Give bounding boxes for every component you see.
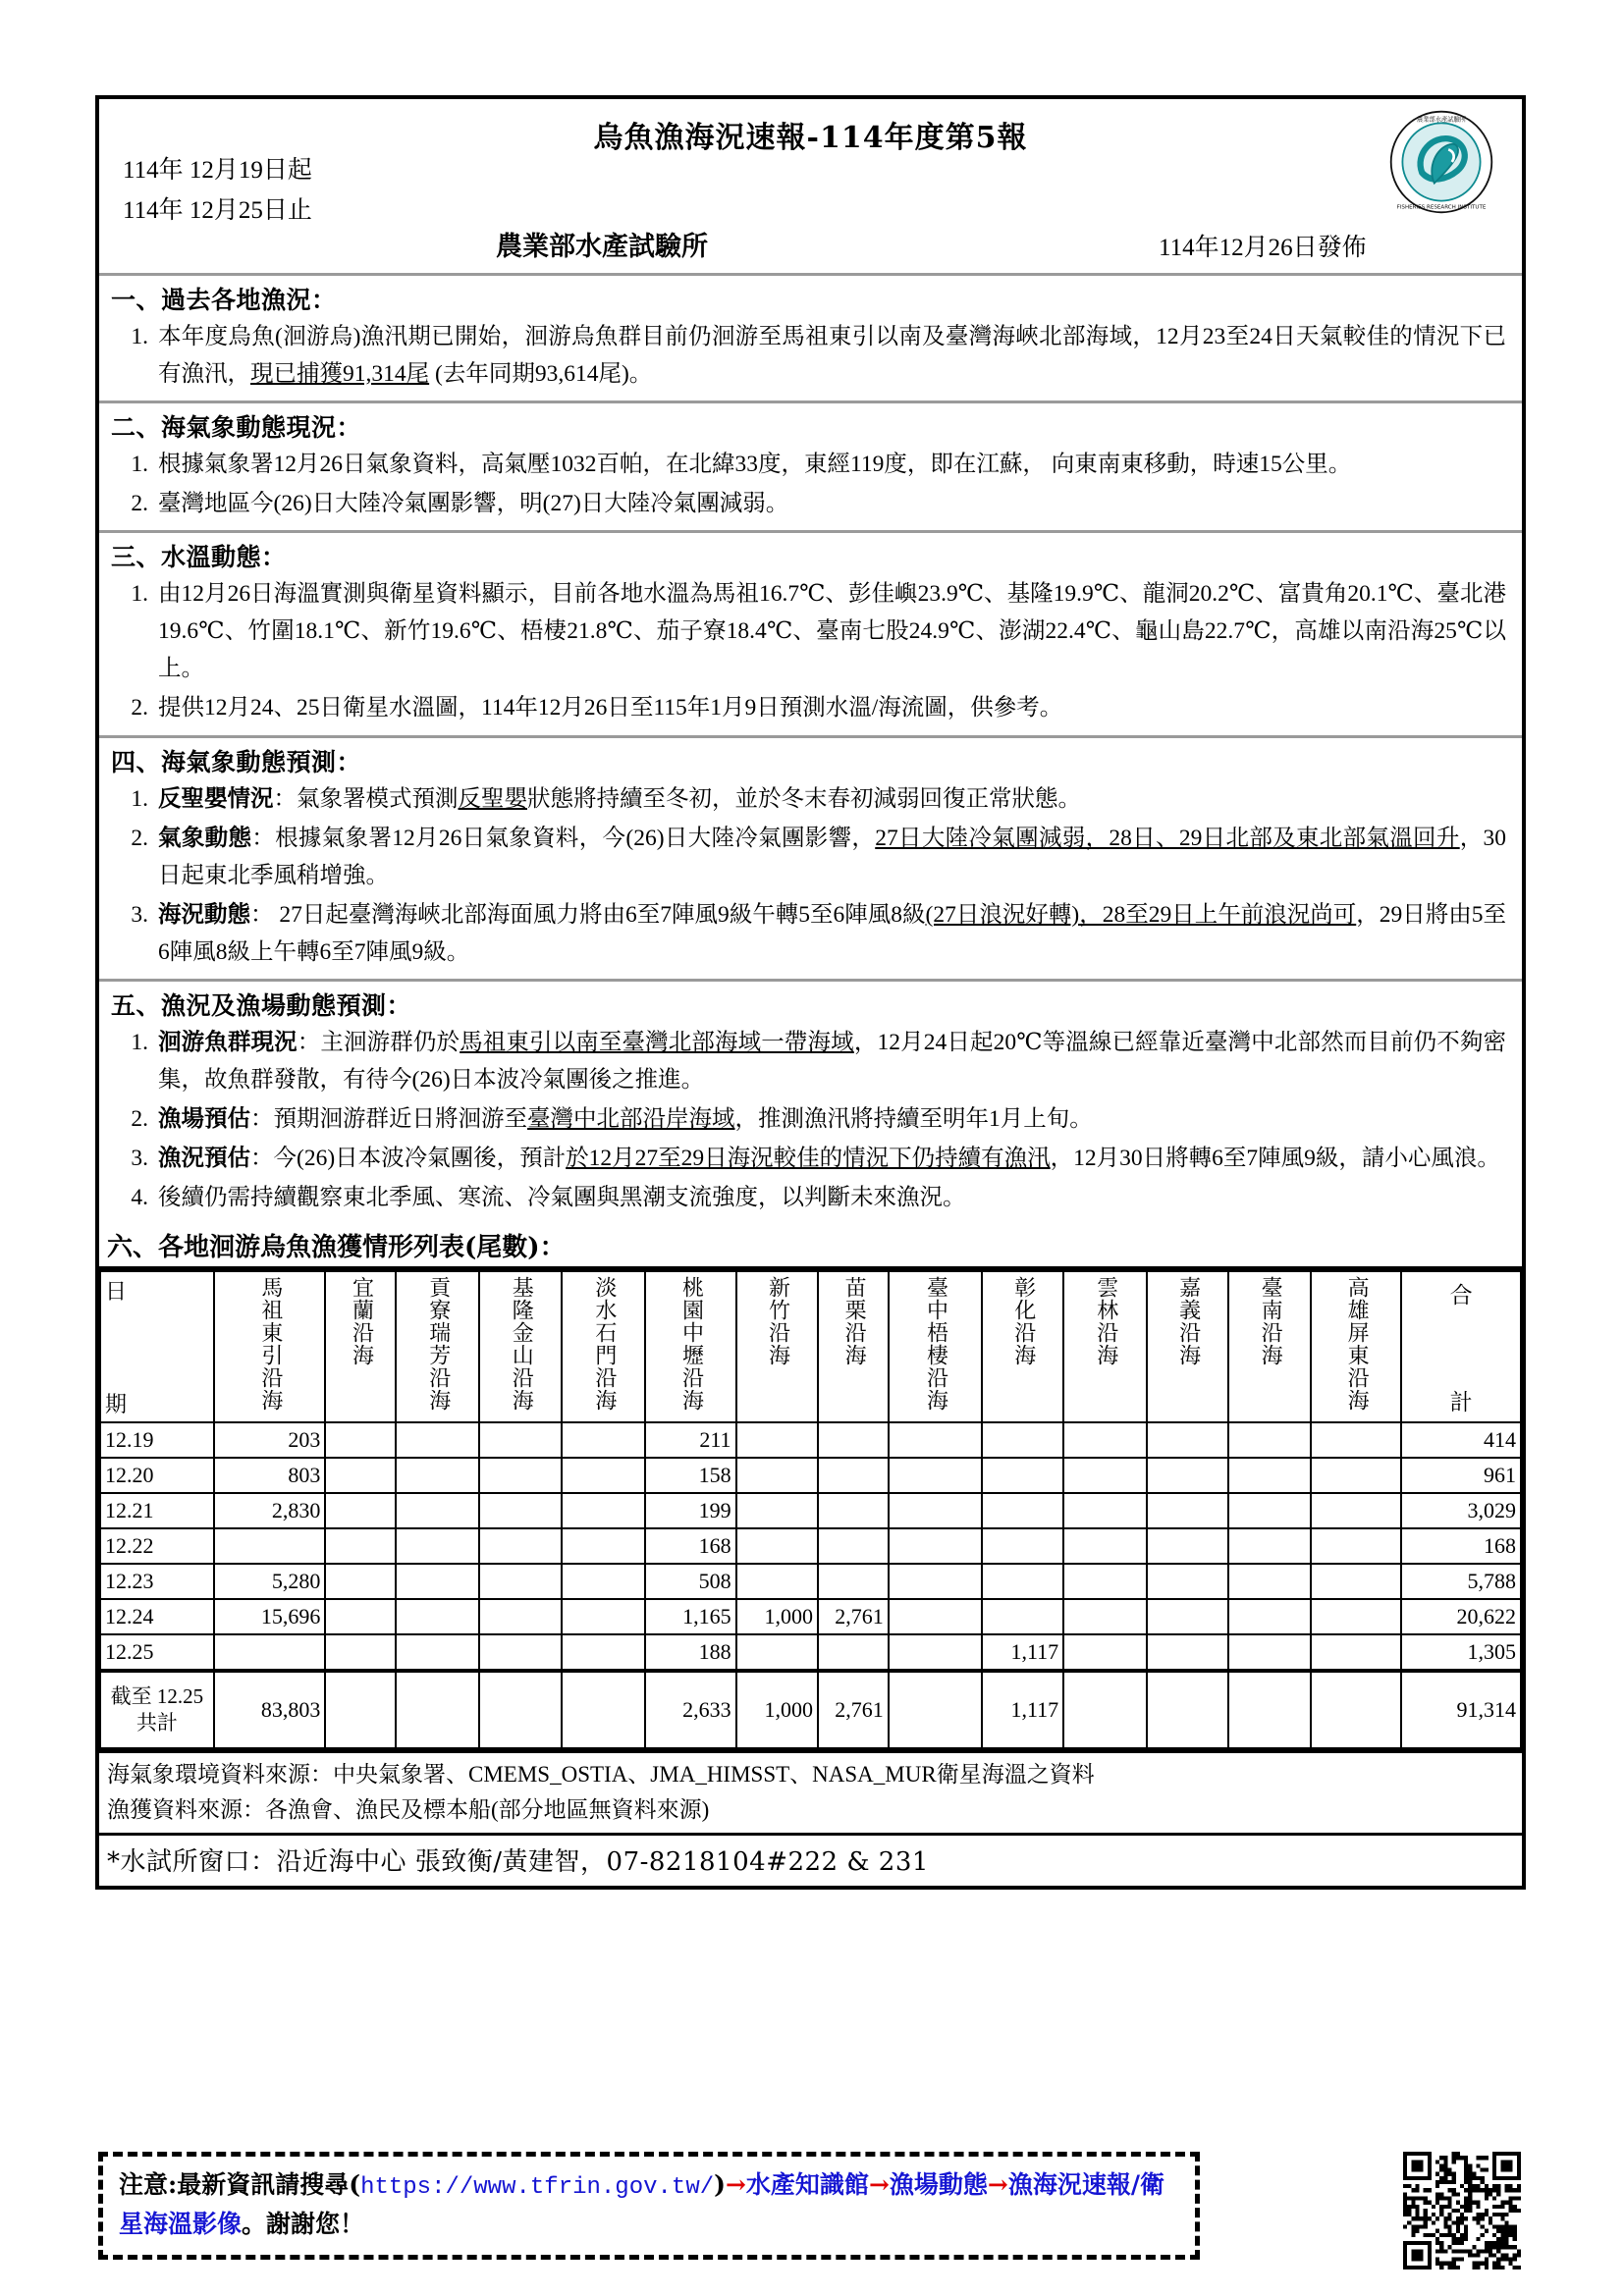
cell-catch (562, 1493, 645, 1528)
cell-catch (1228, 1599, 1310, 1634)
item-text-run: ： 27日起臺灣海峽北部海面風力將由6至7陣風9級午轉5至6陣風8級 (250, 901, 926, 928)
item-text-run: ，推測漁汛將持續至明年1月上旬。 (734, 1105, 1093, 1132)
fisheries-research-institute-seal-icon (1388, 109, 1494, 215)
cell-catch (982, 1564, 1063, 1599)
cell-date: 12.23 (100, 1564, 214, 1599)
cell-catch (396, 1528, 479, 1564)
section-item (109, 1178, 1512, 1217)
item-text-underline: (27日浪況好轉)，28至29日上午前浪況尚可 (925, 901, 1357, 928)
item-text (158, 485, 1512, 522)
table-row (100, 1458, 1521, 1493)
cell-catch (479, 1634, 563, 1671)
cell-date: 12.22 (100, 1528, 214, 1564)
cell-catch: 1,117 (982, 1634, 1063, 1671)
column-header-label: 苗栗沿海 (841, 1276, 867, 1367)
item-text (158, 780, 1512, 818)
cell-catch (325, 1528, 396, 1564)
period-start: 114年 12月19日起 (123, 157, 312, 184)
cell-catch (562, 1599, 645, 1634)
table-row (100, 1599, 1521, 1634)
bottom-notice-area (98, 2152, 1527, 2269)
cell-catch (396, 1564, 479, 1599)
data-source-notes (99, 1749, 1522, 1833)
item-text-emphasis: 洄游魚群現況 (158, 1029, 298, 1055)
item-text-run: 由12月26日海溫實測與衛星資料顯示，目前各地水溫為馬祖16.7℃、彭佳嶼23.9℃、基隆19.9℃、龍洞20.2℃、富貴角20.1℃、臺北港19.6℃、竹圍18.1℃、新竹19.6℃、梧棲21.8℃、茄子寮18.4℃、臺南七股24.9℃、澎湖22.4℃、龜山島22.7℃，高雄以南沿海25℃以上。 (158, 581, 1506, 682)
item-text (158, 896, 1512, 971)
section-item (109, 1023, 1512, 1099)
cell-catch (1063, 1458, 1147, 1493)
cell-summary-catch (1228, 1671, 1310, 1748)
column-header-label: 貢寮瑞芳沿海 (425, 1276, 451, 1413)
item-text-emphasis: 漁況預估 (158, 1146, 250, 1171)
cell-catch (1063, 1634, 1147, 1671)
cell-date: 12.24 (100, 1599, 214, 1634)
cell-catch (1147, 1634, 1228, 1671)
column-header-region (982, 1271, 1063, 1422)
item-text-run: ，30日起東北季風稍增強。 (158, 825, 1507, 888)
cell-catch (1311, 1599, 1402, 1634)
cell-catch (818, 1564, 889, 1599)
catch-table-heading: 六、各地洄游烏魚漁獲情形列表(尾數)： (99, 1224, 1522, 1270)
cell-row-total: 5,788 (1401, 1564, 1521, 1599)
item-text-underline: 反聖嬰 (458, 785, 527, 812)
cell-catch (479, 1599, 563, 1634)
cell-catch (479, 1528, 563, 1564)
section-item (109, 895, 1512, 972)
cell-summary-catch (1311, 1671, 1402, 1748)
section-heading: 三、水溫動態： (111, 543, 287, 572)
cell-catch (325, 1599, 396, 1634)
column-header-date (100, 1271, 214, 1422)
contact-line: *水試所窗口：沿近海中心 張致衡/黃建智，07-8218104#222 & 231 (99, 1833, 1522, 1886)
cell-catch (325, 1458, 396, 1493)
cell-catch: 1,000 (736, 1599, 818, 1634)
item-text-run: ：主洄游群仍於 (297, 1029, 460, 1055)
cell-catch (736, 1528, 818, 1564)
section-item (109, 819, 1512, 895)
column-header-region (1063, 1271, 1147, 1422)
cell-summary-catch (396, 1671, 479, 1748)
cell-catch: 211 (645, 1422, 736, 1458)
item-text-run: 狀態將持續至冬初，並於冬末春初減弱回復正常狀態。 (527, 785, 1081, 812)
cell-catch (1063, 1422, 1147, 1458)
column-header-region (325, 1271, 396, 1422)
column-header-total (1401, 1271, 1521, 1422)
column-header-label: 臺南沿海 (1258, 1276, 1283, 1367)
item-text (158, 689, 1512, 726)
item-text-run: 本年度烏魚(洄游烏)漁汛期已開始，洄游烏魚群目前仍洄游至馬祖東引以南及臺灣海峽北部海域，12月23至24日天氣較佳的情況下已有漁汛， (158, 324, 1506, 388)
arrow-2-icon: → (868, 2170, 890, 2199)
item-text-run: 後續仍需持續觀察東北季風、寒流、冷氣團與黑潮支流強度，以判斷未來漁況。 (158, 1185, 966, 1211)
cell-catch (889, 1528, 982, 1564)
notice-label: 注意:最新資訊請搜尋( (119, 2170, 361, 2199)
cell-catch (1063, 1528, 1147, 1564)
cell-catch: 203 (214, 1422, 326, 1458)
report-title: 烏魚漁海況速報-114年度第5報 (593, 121, 1028, 155)
section-heading: 五、漁況及漁場動態預測： (111, 990, 412, 1020)
column-header-label: 彰化沿海 (1010, 1276, 1036, 1367)
arrow-3-icon: → (987, 2170, 1008, 2199)
item-text-run: ，12月30日將轉6至7陣風9級，請小心風浪。 (1050, 1146, 1500, 1171)
item-number: 2. (131, 695, 148, 721)
total-header-bottom: 計 (1449, 1390, 1473, 1415)
item-text-run: (去年同期93,614尾)。 (429, 361, 653, 388)
cell-row-total: 414 (1401, 1422, 1521, 1458)
section-heading: 二、海氣象動態現況： (111, 413, 362, 443)
cell-catch (1311, 1564, 1402, 1599)
column-header-region (736, 1271, 818, 1422)
cell-catch (479, 1493, 563, 1528)
column-header-region (479, 1271, 563, 1422)
item-number: 1. (131, 324, 148, 349)
column-header-label: 宜蘭沿海 (349, 1276, 374, 1367)
item-text-underline: 臺灣中北部沿岸海域 (527, 1105, 735, 1132)
cell-summary-catch (562, 1671, 645, 1748)
cell-catch (889, 1422, 982, 1458)
cell-catch (1147, 1458, 1228, 1493)
cell-catch (1147, 1493, 1228, 1528)
column-header-label: 馬祖東引沿海 (257, 1276, 283, 1413)
cell-summary-label (100, 1671, 214, 1748)
section-3 (99, 533, 1522, 737)
item-number: 2. (131, 825, 148, 851)
summary-label-line1: 截至 12.25 (110, 1683, 204, 1708)
cell-summary-catch: 1,117 (982, 1671, 1063, 1748)
cell-date: 12.19 (100, 1422, 214, 1458)
cell-catch (396, 1422, 479, 1458)
column-header-region (214, 1271, 326, 1422)
item-text-run: ：今(26)日本波冷氣團後，預計 (250, 1146, 567, 1171)
cell-catch (736, 1458, 818, 1493)
item-text (158, 1024, 1512, 1098)
cell-catch (1311, 1458, 1402, 1493)
cell-catch (818, 1634, 889, 1671)
cell-catch (562, 1458, 645, 1493)
total-header-top: 合 (1449, 1283, 1473, 1308)
cell-catch (1311, 1634, 1402, 1671)
item-text-underline: 現已捕獲91,314尾 (250, 361, 430, 388)
item-text-run: ，12月24日起20℃等溫線已經靠近臺灣中北部然而目前仍不夠密集，故魚群發散，有待今(26)日本波冷氣團後之推進。 (158, 1029, 1507, 1093)
section-item (109, 317, 1512, 394)
table-row (100, 1493, 1521, 1528)
publish-date: 114年12月26日發佈 (1159, 235, 1367, 261)
item-text-run: 根據氣象署12月26日氣象資料，高氣壓1032百帕，在北緯33度，東經119度，即在江蘇， 向東南東移動，時速15公里。 (158, 452, 1352, 478)
report-sections (99, 276, 1522, 1224)
item-text-underline: 27日大陸冷氣團減弱，28日、29日北部及東北部氣溫回升 (875, 825, 1460, 851)
section-item (109, 1139, 1512, 1178)
cell-date: 12.25 (100, 1634, 214, 1671)
cell-catch (396, 1599, 479, 1634)
item-number: 3. (131, 901, 148, 928)
summary-label-line2: 共計 (135, 1711, 178, 1735)
catch-table-section (99, 1224, 1522, 1749)
cell-catch (479, 1564, 563, 1599)
cell-catch: 508 (645, 1564, 736, 1599)
cell-catch (1228, 1528, 1310, 1564)
notice-box (98, 2152, 1200, 2260)
cell-catch (479, 1458, 563, 1493)
arrow-1-icon: → (725, 2170, 746, 2199)
cell-catch (1228, 1634, 1310, 1671)
cell-catch (736, 1493, 818, 1528)
cell-row-total: 961 (1401, 1458, 1521, 1493)
column-header-region (818, 1271, 889, 1422)
report-frame (95, 95, 1526, 1890)
cell-catch (214, 1634, 326, 1671)
cell-catch: 158 (645, 1458, 736, 1493)
item-text (158, 1140, 1512, 1177)
item-text (158, 820, 1512, 894)
cell-date: 12.21 (100, 1493, 214, 1528)
cell-catch (396, 1458, 479, 1493)
cell-summary-catch: 83,803 (214, 1671, 326, 1748)
cell-grand-total: 91,314 (1401, 1671, 1521, 1748)
cell-catch (736, 1634, 818, 1671)
table-row (100, 1528, 1521, 1564)
breadcrumb-knowledge[interactable]: 水產知識館 (745, 2170, 869, 2199)
cell-row-total: 3,029 (1401, 1493, 1521, 1528)
catch-table (99, 1270, 1522, 1749)
cell-catch: 2,761 (818, 1599, 889, 1634)
cell-catch (736, 1422, 818, 1458)
cell-summary-catch (1147, 1671, 1228, 1748)
column-header-region (1147, 1271, 1228, 1422)
notice-thanks: 。謝謝您！ (242, 2210, 365, 2238)
cell-catch (889, 1458, 982, 1493)
item-text-emphasis: 反聖嬰情況 (158, 785, 274, 812)
cell-catch (479, 1422, 563, 1458)
cell-catch (1311, 1528, 1402, 1564)
section-1 (99, 276, 1522, 403)
date-header-top: 日 (105, 1279, 128, 1305)
cell-catch (818, 1493, 889, 1528)
cell-catch (982, 1422, 1063, 1458)
column-header-label: 新竹沿海 (765, 1276, 790, 1367)
column-header-label: 桃園中壢沿海 (678, 1276, 704, 1413)
item-text (158, 575, 1512, 687)
cell-summary-catch: 2,761 (818, 1671, 889, 1748)
cell-catch (1311, 1422, 1402, 1458)
item-text-run: ，29日將由5至6陣風8級上午轉6至7陣風9級。 (158, 901, 1507, 965)
item-text-emphasis: 氣象動態 (158, 825, 252, 851)
cell-catch (325, 1634, 396, 1671)
cell-catch (982, 1599, 1063, 1634)
section-2 (99, 403, 1522, 533)
cell-row-total: 1,305 (1401, 1634, 1521, 1671)
item-text-run: 提供12月24、25日衛星水溫圖，114年12月26日至115年1月9日預測水溫/海流圖，供參考。 (158, 695, 1063, 721)
cell-catch (982, 1528, 1063, 1564)
cell-catch (1147, 1422, 1228, 1458)
cell-row-total: 20,622 (1401, 1599, 1521, 1634)
cell-catch (982, 1493, 1063, 1528)
cell-date: 12.20 (100, 1458, 214, 1493)
column-header-region (562, 1271, 645, 1422)
item-text-run: ：預期洄游群近日將洄游至 (250, 1105, 527, 1132)
item-text (158, 318, 1512, 393)
column-header-region (889, 1271, 982, 1422)
column-header-label: 高雄屏東沿海 (1344, 1276, 1370, 1413)
item-number: 1. (131, 785, 148, 812)
cell-catch (982, 1458, 1063, 1493)
cell-catch: 199 (645, 1493, 736, 1528)
cell-catch (889, 1599, 982, 1634)
cell-catch (1311, 1493, 1402, 1528)
column-header-region (396, 1271, 479, 1422)
issuing-agency: 農業部水產試驗所 (496, 232, 708, 262)
cell-catch (889, 1634, 982, 1671)
section-item (109, 574, 1512, 688)
cell-catch: 188 (645, 1634, 736, 1671)
table-summary-row (100, 1671, 1521, 1748)
note-environment-source: 海氣象環境資料來源：中央氣象署、CMEMS_OSTIA、JMA_HIMSST、NASA_MUR衛星海溫之資料 (107, 1762, 1095, 1788)
section-heading: 一、過去各地漁況： (111, 286, 337, 314)
section-item (109, 484, 1512, 523)
cell-catch (214, 1528, 326, 1564)
cell-catch: 168 (645, 1528, 736, 1564)
section-4 (99, 738, 1522, 982)
column-header-label: 基隆金山沿海 (509, 1276, 534, 1413)
table-row (100, 1564, 1521, 1599)
cell-catch: 2,830 (214, 1493, 326, 1528)
column-header-label: 嘉義沿海 (1175, 1276, 1201, 1367)
cell-catch (1147, 1528, 1228, 1564)
svg-text:農業部水產試驗所: 農業部水產試驗所 (1416, 116, 1467, 124)
cell-catch (562, 1564, 645, 1599)
breadcrumb-fishing-ground[interactable]: 漁場動態 (889, 2170, 988, 2199)
cell-catch (1063, 1564, 1147, 1599)
notice-close-paren: ) (714, 2170, 726, 2199)
section-heading: 四、海氣象動態預測： (111, 747, 362, 776)
cell-catch (889, 1493, 982, 1528)
tfrin-website-link[interactable]: https://www.tfrin.gov.tw/ (360, 2174, 715, 2201)
cell-catch (396, 1493, 479, 1528)
cell-catch (1228, 1458, 1310, 1493)
cell-catch (562, 1634, 645, 1671)
report-period (123, 150, 312, 232)
section-item (109, 779, 1512, 819)
cell-catch (1228, 1564, 1310, 1599)
cell-summary-catch: 1,000 (736, 1671, 818, 1748)
item-number: 1. (131, 1029, 148, 1055)
column-header-label: 雲林沿海 (1093, 1276, 1118, 1367)
item-text-underline: 於12月27至29日海況較佳的情況下仍持續有漁汛 (566, 1146, 1051, 1171)
cell-catch: 1,165 (645, 1599, 736, 1634)
period-end: 114年 12月25日止 (123, 197, 312, 225)
cell-summary-catch: 2,633 (645, 1671, 736, 1748)
cell-catch (325, 1422, 396, 1458)
item-text (158, 446, 1512, 483)
column-header-region (645, 1271, 736, 1422)
cell-catch (1063, 1599, 1147, 1634)
item-text-emphasis: 海況動態 (158, 901, 251, 928)
cell-catch (1228, 1493, 1310, 1528)
breadcrumb-report[interactable]: 漁海況速報/衛星海溫影像 (119, 2170, 1164, 2238)
cell-catch (1228, 1422, 1310, 1458)
column-header-label: 淡水石門沿海 (591, 1276, 617, 1413)
cell-catch (562, 1528, 645, 1564)
item-number: 2. (131, 491, 148, 517)
cell-catch (325, 1493, 396, 1528)
section-item (109, 1099, 1512, 1139)
table-header-row (100, 1271, 1521, 1422)
item-number: 2. (131, 1105, 148, 1132)
item-text (158, 1179, 1512, 1216)
column-header-region (1228, 1271, 1310, 1422)
item-text (158, 1100, 1512, 1138)
cell-catch (1063, 1493, 1147, 1528)
item-number: 1. (131, 581, 148, 608)
cell-catch (1147, 1599, 1228, 1634)
item-number: 4. (131, 1185, 148, 1211)
note-catch-source: 漁獲資料來源：各漁會、漁民及標本船(部分地區無資料來源) (107, 1796, 710, 1822)
section-5 (99, 982, 1522, 1224)
item-number: 3. (131, 1146, 148, 1171)
cell-row-total: 168 (1401, 1528, 1521, 1564)
column-header-region (1311, 1271, 1402, 1422)
cell-catch: 15,696 (214, 1599, 326, 1634)
item-text-run: 臺灣地區今(26)日大陸冷氣團影響，明(27)日大陸冷氣團減弱。 (158, 491, 789, 517)
item-text-run: ：根據氣象署12月26日氣象資料，今(26)日大陸冷氣團影響， (251, 825, 876, 851)
cell-catch (818, 1422, 889, 1458)
section-item (109, 445, 1512, 484)
cell-catch (889, 1564, 982, 1599)
cell-catch: 803 (214, 1458, 326, 1493)
item-text-underline: 馬祖東引以南至臺灣北部海域一帶海域 (460, 1029, 854, 1055)
cell-summary-catch (1063, 1671, 1147, 1748)
cell-summary-catch (889, 1671, 982, 1748)
date-header-bottom: 期 (105, 1392, 128, 1417)
cell-catch (562, 1422, 645, 1458)
cell-summary-catch (479, 1671, 563, 1748)
cell-catch (818, 1528, 889, 1564)
qr-code-icon[interactable] (1403, 2152, 1521, 2269)
cell-summary-catch (325, 1671, 396, 1748)
section-item (109, 688, 1512, 727)
cell-catch (736, 1564, 818, 1599)
table-row (100, 1422, 1521, 1458)
masthead (99, 99, 1522, 276)
svg-text:FISHERIES RESEARCH INSTITUTE: FISHERIES RESEARCH INSTITUTE (1396, 204, 1487, 211)
cell-catch (818, 1458, 889, 1493)
item-text-emphasis: 漁場預估 (158, 1105, 250, 1132)
cell-catch (325, 1564, 396, 1599)
item-text-run: ：氣象署模式預測 (273, 785, 459, 812)
item-number: 1. (131, 452, 148, 478)
column-header-label: 臺中梧棲沿海 (923, 1276, 948, 1413)
cell-catch (396, 1634, 479, 1671)
cell-catch: 5,280 (214, 1564, 326, 1599)
table-row (100, 1634, 1521, 1671)
cell-catch (1147, 1564, 1228, 1599)
